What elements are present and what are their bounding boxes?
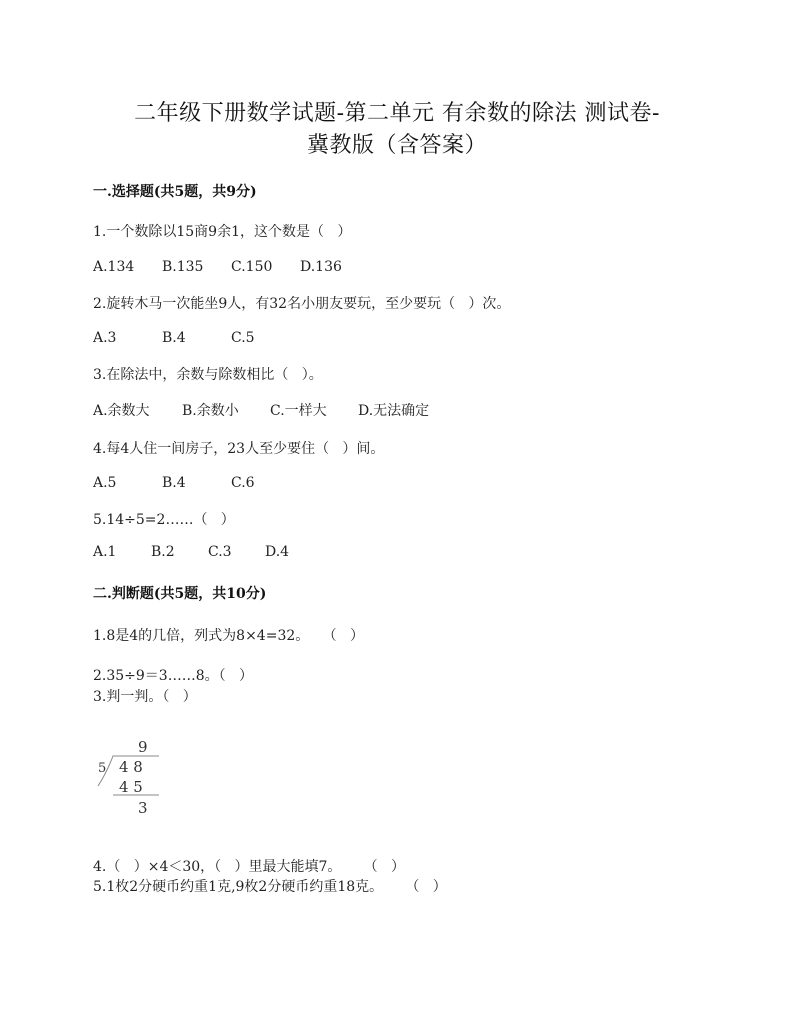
question-2-5: 5.1枚2分硬币约重1克,9枚2分硬币约重18克。 （ ） (93, 879, 447, 895)
divisor: 5 (98, 761, 107, 776)
document-title-line-1: 二年级下册数学试题-第二单元 有余数的除法 测试卷- (134, 101, 660, 126)
question-2-3: 3.判一判。（ ） (93, 689, 197, 705)
section-2-heading: 二.判断题(共5题，共10分) (93, 586, 267, 602)
option-b: B.4 (162, 330, 186, 346)
question-1-5: 5.14÷5=2……（ ） (93, 512, 235, 528)
option-a: A.3 (93, 330, 117, 346)
option-b: B.4 (162, 475, 186, 491)
section-1-heading: 一.选择题(共5题，共9分) (93, 184, 257, 200)
dividend: 4 8 (119, 758, 143, 776)
product: 4 5 (119, 778, 143, 796)
option-b: B.2 (151, 544, 175, 560)
question-2-4: 4.（ ）×4＜30，（ ）里最大能填7。 （ ） (93, 859, 406, 875)
option-a: A.134 (93, 259, 135, 275)
document-title-line-2: 冀教版（含答案） (306, 133, 487, 158)
option-b: B.余数小 (182, 403, 239, 419)
question-2-2: 2.35÷9＝3……8。（ ） (93, 668, 253, 684)
quotient: 9 (138, 738, 148, 756)
remainder: 3 (138, 799, 148, 817)
option-d: D.无法确定 (358, 403, 430, 419)
question-1-2: 2.旋转木马一次能坐9人，有32名小朋友要玩，至少要玩（ ）次。 (93, 296, 511, 312)
long-division-figure (93, 738, 183, 818)
option-c: C.3 (208, 544, 232, 560)
option-c: C.150 (231, 259, 273, 275)
option-a: A.5 (93, 475, 117, 491)
question-1-3: 3.在除法中，余数与除数相比（ ）。 (93, 367, 323, 383)
option-b: B.135 (162, 259, 204, 275)
option-d: D.136 (300, 259, 342, 275)
option-d: D.4 (265, 544, 290, 560)
option-c: C.一样大 (270, 403, 327, 419)
option-a: A.余数大 (93, 403, 150, 419)
question-1-4: 4.每4人住一间房子，23人至少要住（ ）间。 (93, 441, 385, 457)
option-c: C.5 (231, 330, 255, 346)
question-1-1: 1.一个数除以15商9余1，这个数是（ ） (93, 224, 352, 240)
question-2-1: 1.8是4的几倍，列式为8×4=32。 （ ） (93, 628, 364, 644)
option-a: A.1 (93, 544, 117, 560)
option-c: C.6 (231, 475, 255, 491)
